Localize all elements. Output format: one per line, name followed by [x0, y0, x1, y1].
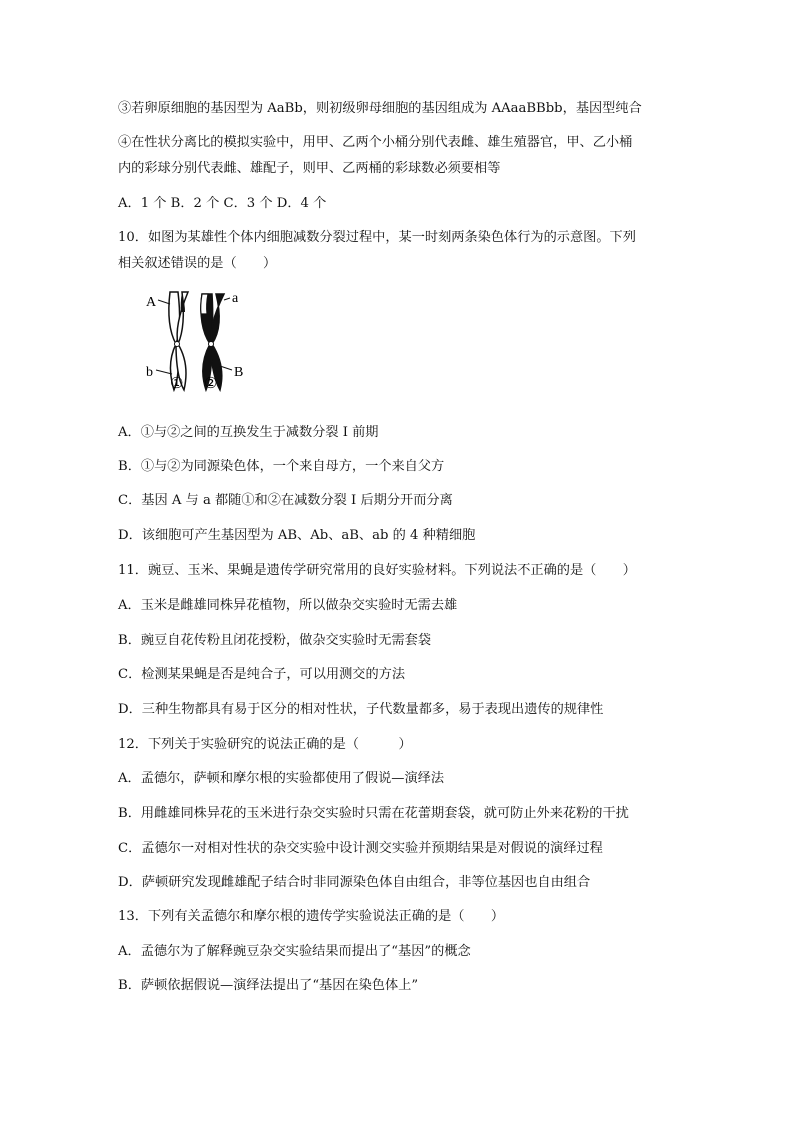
question-12-option-c: C．孟德尔一对相对性状的杂交实验中设计测交实验并预期结果是对假说的演绎过程 [118, 841, 603, 856]
question-12-stem: 12．下列关于实验研究的说法正确的是（ ） [118, 737, 412, 752]
question-11-stem: 11．豌豆、玉米、果蝇是遗传学研究常用的良好实验材料。下列说法不正确的是（ ） [118, 563, 636, 578]
question-10-option-d: D．该细胞可产生基因型为 AB、Ab、aB、ab 的 4 种精细胞 [118, 528, 476, 543]
question-9-statement-4-line-2: 内的彩球分别代表雌、雄配子，则甲、乙两桶的彩球数必须要相等 [118, 161, 501, 176]
gene-label-a: a [232, 291, 239, 306]
gene-label-b: b [146, 365, 153, 380]
question-10-option-a: A．①与②之间的互换发生于减数分裂 I 前期 [118, 425, 379, 440]
gene-label-B: B [234, 365, 244, 380]
question-13-stem: 13．下列有关孟德尔和摩尔根的遗传学实验说法正确的是（ ） [118, 909, 505, 924]
question-10-stem-line-2: 相关叙述错误的是（ ） [118, 256, 277, 271]
question-12-option-b: B．用雌雄同株异花的玉米进行杂交实验时只需在花蕾期套袋，就可防止外来花粉的干扰 [118, 806, 629, 821]
question-11-option-d: D．三种生物都具有易于区分的相对性状，子代数量都多，易于表现出遗传的规律性 [118, 702, 604, 717]
question-10-option-c: C．基因 A 与 a 都随①和②在减数分裂 I 后期分开而分离 [118, 493, 453, 508]
question-9-statement-4-line-1: ④在性状分离比的模拟实验中，用甲、乙两个小桶分别代表雌、雄生殖器官，甲、乙小桶 [118, 135, 633, 150]
question-10-option-b: B．①与②为同源染色体，一个来自母方，一个来自父方 [118, 459, 445, 474]
chromosome-diagram [140, 286, 260, 396]
question-13-option-a: A．孟德尔为了解释豌豆杂交实验结果而提出了“基因”的概念 [118, 944, 471, 959]
question-10-stem-line-1: 10．如图为某雄性个体内细胞减数分裂过程中，某一时刻两条染色体行为的示意图。下列 [118, 230, 636, 245]
question-11-option-c: C．检测某果蝇是否是纯合子，可以用测交的方法 [118, 667, 406, 682]
question-9-options: A．1 个 B．2 个 C．3 个 D．4 个 [118, 196, 327, 211]
label-a-lower-pointer [224, 298, 230, 300]
label-a-upper-pointer [158, 300, 170, 304]
gene-label-A: A [146, 295, 157, 310]
question-12-option-d: D．萨顿研究发现雌雄配子结合时非同源染色体自由组合，非等位基因也自由组合 [118, 875, 591, 890]
question-11-option-b: B．豌豆自花传粉且闭花授粉，做杂交实验时无需套袋 [118, 633, 432, 648]
question-11-option-a: A．玉米是雌雄同株异花植物，所以做杂交实验时无需去雄 [118, 598, 458, 613]
chromosome-label-1: ① [170, 374, 184, 392]
chromosome-label-2: ② [204, 374, 218, 392]
question-12-option-a: A．孟德尔，萨顿和摩尔根的实验都使用了假说—演绎法 [118, 771, 445, 786]
question-9-statement-3: ③若卵原细胞的基因型为 AaBb，则初级卵母细胞的基因组成为 AAaaBBbb，基因型纯合 [118, 101, 642, 116]
question-13-option-b: B．萨顿依据假说—演绎法提出了“基因在染色体上” [118, 978, 419, 993]
